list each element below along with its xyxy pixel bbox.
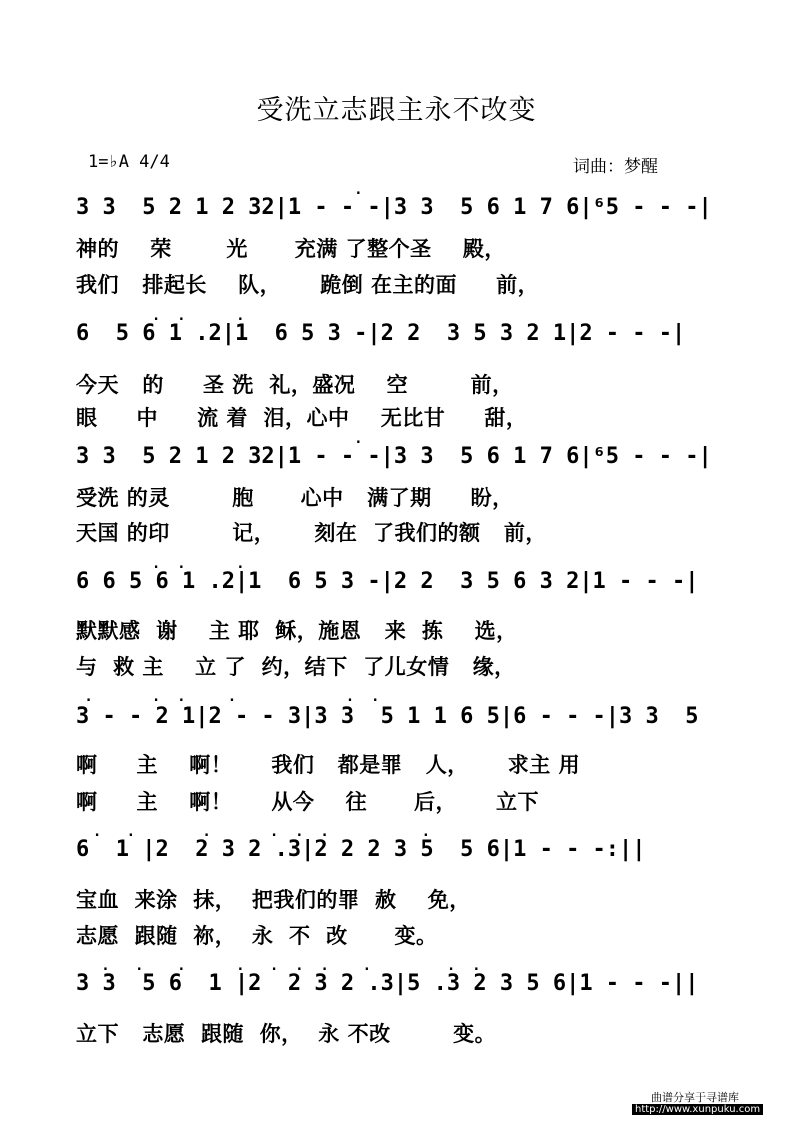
lyric-line: 志愿 跟随 祢， 永 不 改 变。 xyxy=(76,924,438,948)
author-credit: 词曲：梦醒 xyxy=(573,157,658,177)
lyric-line: 宝血 来涂 抹， 把我们的罪 赦 免， xyxy=(76,888,471,912)
octave-dots: . . . . . . . xyxy=(76,824,616,840)
lyric-line: 默默感 谢 主 耶 稣，施恩 来 拣 选， xyxy=(76,619,518,643)
octave-dots: . . . xyxy=(76,556,616,572)
lyric-line: 立下 志愿 跟随 你， 永 不改 变。 xyxy=(76,1022,497,1046)
octave-dots: . xyxy=(76,182,616,198)
lyric-line: 天国 的印 记， 刻在 了我们的额 前， xyxy=(76,521,547,545)
octave-dots: . . . . . . . . . . xyxy=(76,958,616,974)
lyric-line: 啊 主 啊！ 我们 都是罪 人， 求主 用 xyxy=(76,753,581,777)
lyric-line: 眼 中 流 着 泪，心中 无比甘 甜， xyxy=(76,406,528,430)
notation-line: 3 3 5 6 1 |2 2 3 2 .3|5 .3 2 3 5 6|1 - - -|| xyxy=(76,971,699,996)
footer-credit: 曲谱分享于寻谱库 xyxy=(651,1091,739,1104)
key-signature: 1=♭A 4/4 xyxy=(88,152,170,172)
octave-dots: . . . . . . xyxy=(76,689,616,705)
lyric-line: 与 救 主 立 了 约，结下 了儿女情 缘， xyxy=(76,655,516,679)
notation-line: 3 3 5 2 1 2 32|1 - - -|3 3 5 6 1 7 6|⁶5 - - -| xyxy=(76,195,712,220)
notation-line: 6 1 |2 2 3 2 .3|2 2 2 3 5 5 6|1 - - -:|| xyxy=(76,837,646,862)
notation-line: 3 3 5 2 1 2 32|1 - - -|3 3 5 6 1 7 6|⁶5 - - -| xyxy=(76,444,712,469)
lyric-line: 今天 的 圣 洗 礼，盛况 空 前， xyxy=(76,373,514,397)
lyric-line: 受洗 的灵 胞 心中 满了期 盼， xyxy=(76,486,514,510)
footer-url[interactable]: http://www.xunpuku.com xyxy=(632,1104,763,1115)
notation-line: 6 5 6 1 .2|1 6 5 3 -|2 2 3 5 3 2 1|2 - - -| xyxy=(76,321,686,346)
notation-line: 3 - - 2 1|2 - - 3|3 3 5 1 1 6 5|6 - - -|3 3 5 xyxy=(76,704,699,729)
lyric-line: 神的 荣 光 充满 了整个圣 殿， xyxy=(76,237,506,261)
octave-dots: . xyxy=(76,431,616,447)
page-title: 受洗立志跟主永不改变 xyxy=(256,95,537,126)
lyric-line: 我们 排起长 队， 跪倒 在主的面 前， xyxy=(76,273,540,297)
octave-dots: . . . xyxy=(76,308,616,324)
notation-line: 6 6 5 6 1 .2|1 6 5 3 -|2 2 3 5 6 3 2|1 - - -| xyxy=(76,569,699,594)
lyric-line: 啊 主 啊！ 从今 往 后， 立下 xyxy=(76,790,540,814)
